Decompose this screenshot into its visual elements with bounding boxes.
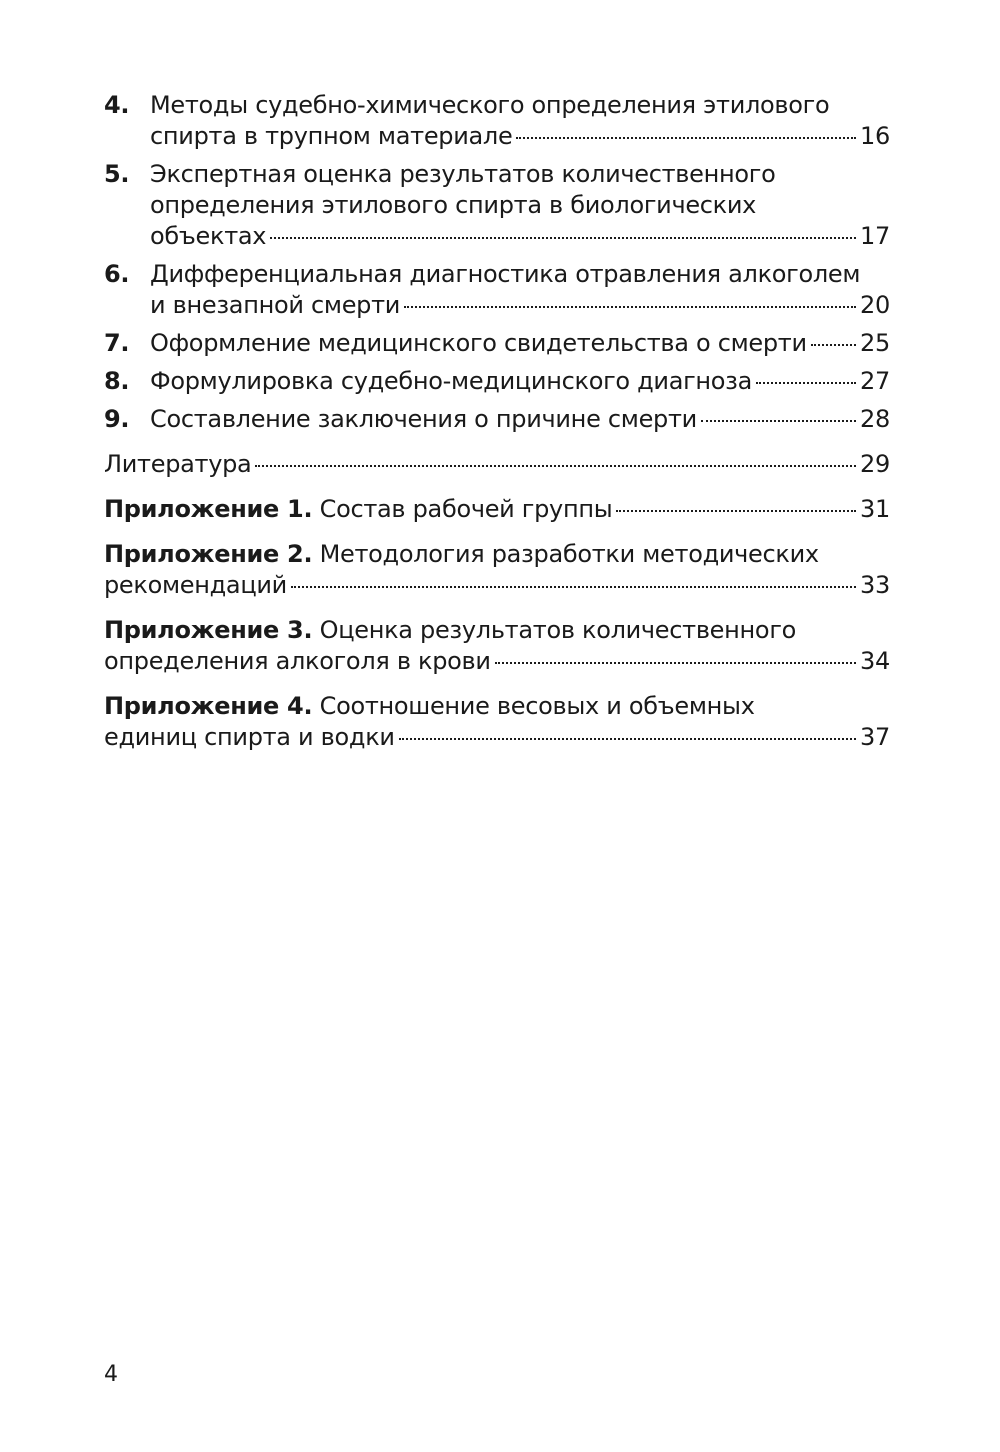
toc-appendix[interactable] bbox=[104, 539, 890, 601]
toc-literature[interactable] bbox=[104, 449, 890, 480]
dot-leader bbox=[701, 420, 856, 422]
toc-item[interactable] bbox=[104, 90, 890, 152]
dot-leader bbox=[291, 586, 856, 588]
toc-item-number: 9. bbox=[104, 405, 130, 433]
appendix-title: Оценка результатов количественного bbox=[319, 616, 797, 644]
toc-item-page: 20 bbox=[860, 291, 890, 319]
toc-item-title-last: и внезапной смерти bbox=[150, 291, 401, 319]
appendix-title-last: единиц спирта и водки bbox=[104, 723, 395, 751]
dot-leader bbox=[516, 137, 856, 139]
dot-leader bbox=[404, 306, 856, 308]
dot-leader bbox=[756, 382, 856, 384]
dot-leader bbox=[255, 465, 856, 467]
toc-item[interactable] bbox=[104, 404, 890, 435]
appendix-title: Состав рабочей группы bbox=[319, 495, 613, 523]
appendix-title: Соотношение весовых и объемных bbox=[319, 692, 755, 720]
toc-item-number: 5. bbox=[104, 160, 130, 188]
toc-item-title-line: Экспертная оценка результатов количественного bbox=[150, 160, 776, 188]
toc-literature-label: Литература bbox=[104, 450, 252, 478]
appendix-title-last: определения алкоголя в крови bbox=[104, 647, 491, 675]
toc-item-title-line: Методы судебно-химического определения этилового bbox=[150, 91, 830, 119]
toc-appendix[interactable] bbox=[104, 494, 890, 525]
toc-item-title-line: определения этилового спирта в биологических bbox=[150, 191, 757, 219]
toc-item-number: 7. bbox=[104, 329, 130, 357]
toc-item-title-last: объектах bbox=[150, 222, 267, 250]
appendix-title: Методология разработки методических bbox=[319, 540, 819, 568]
page-number: 4 bbox=[104, 1362, 118, 1387]
toc-literature-page: 29 bbox=[860, 450, 890, 478]
toc-item-page: 16 bbox=[860, 122, 890, 150]
toc-item-page: 27 bbox=[860, 367, 890, 395]
appendix-label: Приложение 1. bbox=[104, 495, 313, 523]
toc-item-title-last: спирта в трупном материале bbox=[150, 122, 513, 150]
appendix-page: 37 bbox=[860, 723, 890, 751]
dot-leader bbox=[811, 344, 856, 346]
appendix-label: Приложение 3. bbox=[104, 616, 313, 644]
toc-item-title-line: Дифференциальная диагностика отравления алкоголем bbox=[150, 260, 861, 288]
toc-item-number: 6. bbox=[104, 260, 130, 288]
toc-item-number: 8. bbox=[104, 367, 130, 395]
toc-item[interactable] bbox=[104, 159, 890, 252]
toc-item-page: 28 bbox=[860, 405, 890, 433]
toc-item-page: 17 bbox=[860, 222, 890, 250]
dot-leader bbox=[399, 738, 856, 740]
toc-item[interactable] bbox=[104, 259, 890, 321]
toc-appendix[interactable] bbox=[104, 691, 890, 753]
toc-appendix[interactable] bbox=[104, 615, 890, 677]
toc-item-title-last: Формулировка судебно-медицинского диагноза bbox=[150, 367, 753, 395]
dot-leader bbox=[495, 662, 856, 664]
appendix-label: Приложение 4. bbox=[104, 692, 313, 720]
appendix-page: 34 bbox=[860, 647, 890, 675]
appendix-title-last: рекомендаций bbox=[104, 571, 287, 599]
dot-leader bbox=[616, 510, 856, 512]
toc-item-title-last: Оформление медицинского свидетельства о смерти bbox=[150, 329, 807, 357]
toc-item[interactable] bbox=[104, 366, 890, 397]
toc-item[interactable] bbox=[104, 328, 890, 359]
toc-item-number: 4. bbox=[104, 91, 130, 119]
appendix-page: 31 bbox=[860, 495, 890, 523]
dot-leader bbox=[270, 237, 856, 239]
appendix-label: Приложение 2. bbox=[104, 540, 313, 568]
appendix-page: 33 bbox=[860, 571, 890, 599]
toc-item-page: 25 bbox=[860, 329, 890, 357]
toc-item-title-last: Составление заключения о причине смерти bbox=[150, 405, 697, 433]
